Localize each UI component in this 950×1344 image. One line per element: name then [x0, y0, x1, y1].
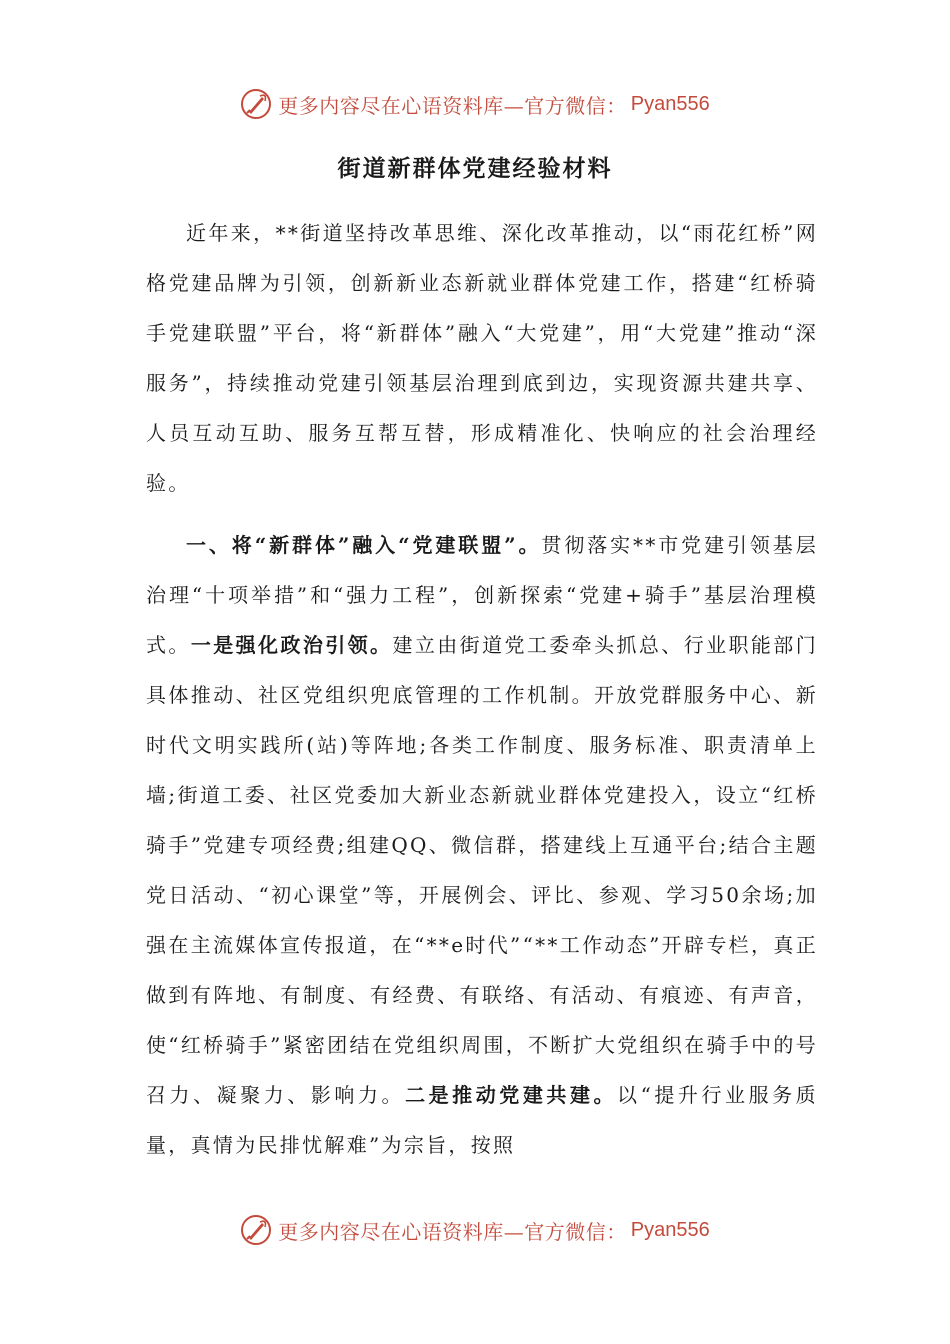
banner-wechat-id: Pyan556	[630, 1218, 710, 1241]
banner-text: 更多内容尽在心语资料库—官方微信：	[278, 93, 627, 118]
subpoint-heading: 一是强化政治引领。	[190, 633, 393, 657]
document-title: 街道新群体党建经验材料	[337, 155, 613, 182]
quill-pen-logo-icon	[240, 88, 272, 120]
banner-text: 更多内容尽在心语资料库—官方微信：	[278, 1219, 627, 1244]
subpoint-text: 建立由街道党工委牵头抓总、行业职能部门具体推动、社区党组织兜底管理的工作机制。开放党群服务中心、新时代文明实践所(站)等阵地;各类工作制度、服务标准、职责清单上墙;街道工委、社区党委加大新业态新就业群体党建投入，设立“红桥骑手”党建专项经费;组建QQ、微信群，搭建线上互通平台;结合主题党日活动、“初心课堂”等，开展例会、评比、参观、学习50余场;加强在主流媒体宣传报道，在“**e时代”“**工作动态”开辟专栏，真正做到有阵地、有制度、有经费、有联络、有活动、有痕迹、有声音，使“红桥骑手”紧密团结在党组织周围，不断扩大党组织在骑手中的号召力、凝聚力、影响力。	[146, 633, 819, 1107]
section-text: 贯彻落实**市党建引领基层治理“十项举措”和“强力工程”，创新探索“党建+骑手”基层治理模式。	[146, 533, 818, 657]
document-body	[146, 208, 818, 1170]
subpoint-heading: 二是推动党建共建。	[405, 1083, 618, 1107]
footer-banner	[0, 1210, 950, 1250]
quill-pen-logo-icon	[240, 1214, 272, 1246]
subpoint-text: 以“提升行业服务质量，真情为民排忧解难”为宗旨，按照	[146, 1083, 818, 1157]
section-one-paragraph	[146, 520, 818, 1170]
header-banner	[0, 84, 950, 124]
section-heading: 一、将“新群体”融入“党建联盟”。	[186, 533, 542, 557]
intro-paragraph: 近年来，**街道坚持改革思维、深化改革推动，以“雨花红桥”网格党建品牌为引领，创新新业态新就业群体党建工作，搭建“红桥骑手党建联盟”平台，将“新群体”融入“大党建”，用“大党建”推动“深服务”，持续推动党建引领基层治理到底到边，实现资源共建共享、人员互动互助、服务互帮互替，形成精准化、快响应的社会治理经验。	[146, 221, 818, 495]
banner-wechat-id: Pyan556	[630, 92, 710, 115]
